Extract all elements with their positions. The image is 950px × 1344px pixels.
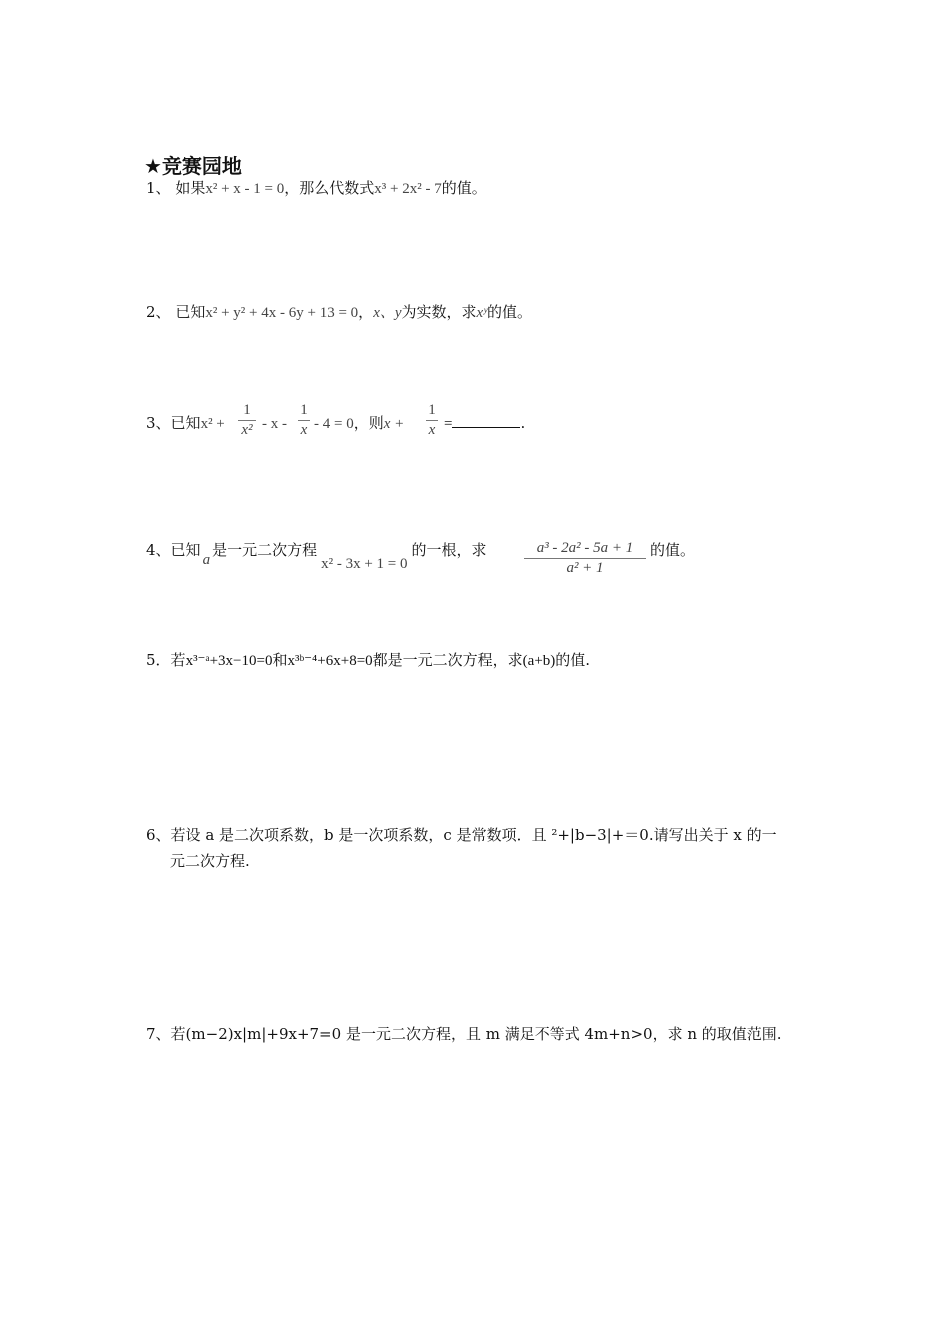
q3-frac3-numerator: 1 bbox=[428, 402, 436, 418]
q3-ask-part-1: x + bbox=[383, 416, 405, 432]
q4-frac-numerator: a³ - 2a² - 5a + 1 bbox=[536, 540, 634, 556]
q4-frac-denominator: a² + 1 bbox=[566, 560, 604, 576]
q3-text-1: 已知 bbox=[170, 414, 201, 432]
q6-line-1: 若设 a 是二次项系数，b 是一次项系数，c 是常数项．且 ²+|b−3|+＝0.请写出关于 x 的一 bbox=[170, 826, 777, 844]
q1-text-2: ，那么代数式 bbox=[284, 179, 375, 197]
q4-text-1: 已知 bbox=[170, 541, 201, 559]
q4-text-4: 的值。 bbox=[650, 541, 696, 559]
q5-number: 5． bbox=[146, 651, 171, 669]
q3-fraction-3 bbox=[426, 402, 438, 439]
q3-middle bbox=[262, 413, 287, 434]
q3-frac3-bar bbox=[426, 420, 438, 421]
q1-expression: x³ + 2x² - 7 bbox=[374, 181, 442, 197]
q3-text-2: ，则 bbox=[353, 414, 384, 432]
q6-line-2: 元二次方程. bbox=[170, 852, 250, 870]
q3-answer bbox=[444, 413, 525, 434]
q5-text-1: 若 bbox=[170, 651, 186, 669]
question-5 bbox=[146, 650, 590, 671]
q5-text-2: 和 bbox=[272, 651, 288, 669]
question-3 bbox=[146, 413, 225, 434]
q4-equation: x² - 3x + 1 = 0 bbox=[321, 556, 408, 572]
q3-answer-blank bbox=[452, 413, 520, 428]
q3-eq-part-3: - 4 = 0 bbox=[314, 416, 354, 432]
q2-text-2: ， bbox=[358, 303, 374, 321]
q2-equation: x² + y² + 4x - 6y + 13 = 0 bbox=[205, 305, 359, 321]
q2-variables: x、y bbox=[373, 305, 402, 321]
q3-fraction-1 bbox=[238, 402, 256, 439]
q3-frac3-denominator: x bbox=[428, 422, 436, 438]
question-7 bbox=[146, 1024, 782, 1044]
q4-number: 4、 bbox=[146, 541, 171, 559]
q7-text: 若(m−2)x|m|+9x+7=0 是一元二次方程，且 m 满足不等式 4m+n>0，求 n 的取值范围. bbox=[170, 1025, 782, 1043]
q5-equation-2: x³ᵇ⁻⁴+6x+8=0 bbox=[287, 653, 373, 669]
q4-variable: a bbox=[202, 552, 211, 568]
q1-equation: x² + x - 1 = 0 bbox=[205, 181, 285, 197]
q4-text-2: 是一元二次方程 bbox=[212, 541, 318, 559]
question-6-continued bbox=[170, 851, 250, 871]
q3-fraction-2 bbox=[298, 402, 310, 439]
q4-tail bbox=[650, 540, 695, 560]
q3-period: . bbox=[520, 414, 526, 432]
q2-expression: xʸ bbox=[476, 305, 488, 321]
q3-frac2-numerator: 1 bbox=[300, 402, 308, 418]
q2-text-1: 已知 bbox=[175, 303, 206, 321]
q4-text-3: 的一根，求 bbox=[411, 541, 487, 559]
q3-tail-group bbox=[314, 413, 404, 434]
q2-text-4: 的值。 bbox=[487, 303, 533, 321]
section-title: 竞赛园地 bbox=[161, 154, 242, 178]
q4-fraction bbox=[524, 540, 646, 577]
q3-frac1-bar bbox=[238, 420, 256, 421]
q5-equation-1: x³⁻ᵃ+3x−10=0 bbox=[185, 653, 273, 669]
q1-text-1: 如果 bbox=[175, 179, 206, 197]
q1-text-3: 的值。 bbox=[441, 179, 487, 197]
question-4 bbox=[146, 540, 487, 572]
q2-text-3: 为实数，求 bbox=[401, 303, 477, 321]
q3-frac1-denominator: x² bbox=[241, 422, 253, 438]
q3-ask-part-2: = bbox=[444, 416, 453, 432]
question-2 bbox=[146, 302, 532, 323]
question-6 bbox=[146, 825, 777, 845]
q2-number: 2、 bbox=[146, 303, 171, 321]
q5-text-3: 都是一元二次方程，求 bbox=[372, 651, 523, 669]
q3-eq-part-2: - x - bbox=[262, 416, 287, 432]
q3-number: 3、 bbox=[146, 414, 171, 432]
q7-number: 7、 bbox=[146, 1025, 171, 1043]
q5-text-4: 的值. bbox=[555, 651, 591, 669]
q3-frac1-numerator: 1 bbox=[243, 402, 251, 418]
q3-frac2-denominator: x bbox=[300, 422, 308, 438]
q3-frac2-bar bbox=[298, 420, 310, 421]
q6-number: 6、 bbox=[146, 826, 171, 844]
section-heading bbox=[144, 150, 242, 179]
q4-frac-bar bbox=[524, 558, 646, 559]
star-icon: ★ bbox=[144, 154, 162, 178]
q1-number: 1、 bbox=[146, 179, 171, 197]
q3-eq-part-1: x² + bbox=[200, 416, 225, 432]
question-1 bbox=[146, 178, 487, 199]
q5-expression: (a+b) bbox=[522, 653, 556, 669]
